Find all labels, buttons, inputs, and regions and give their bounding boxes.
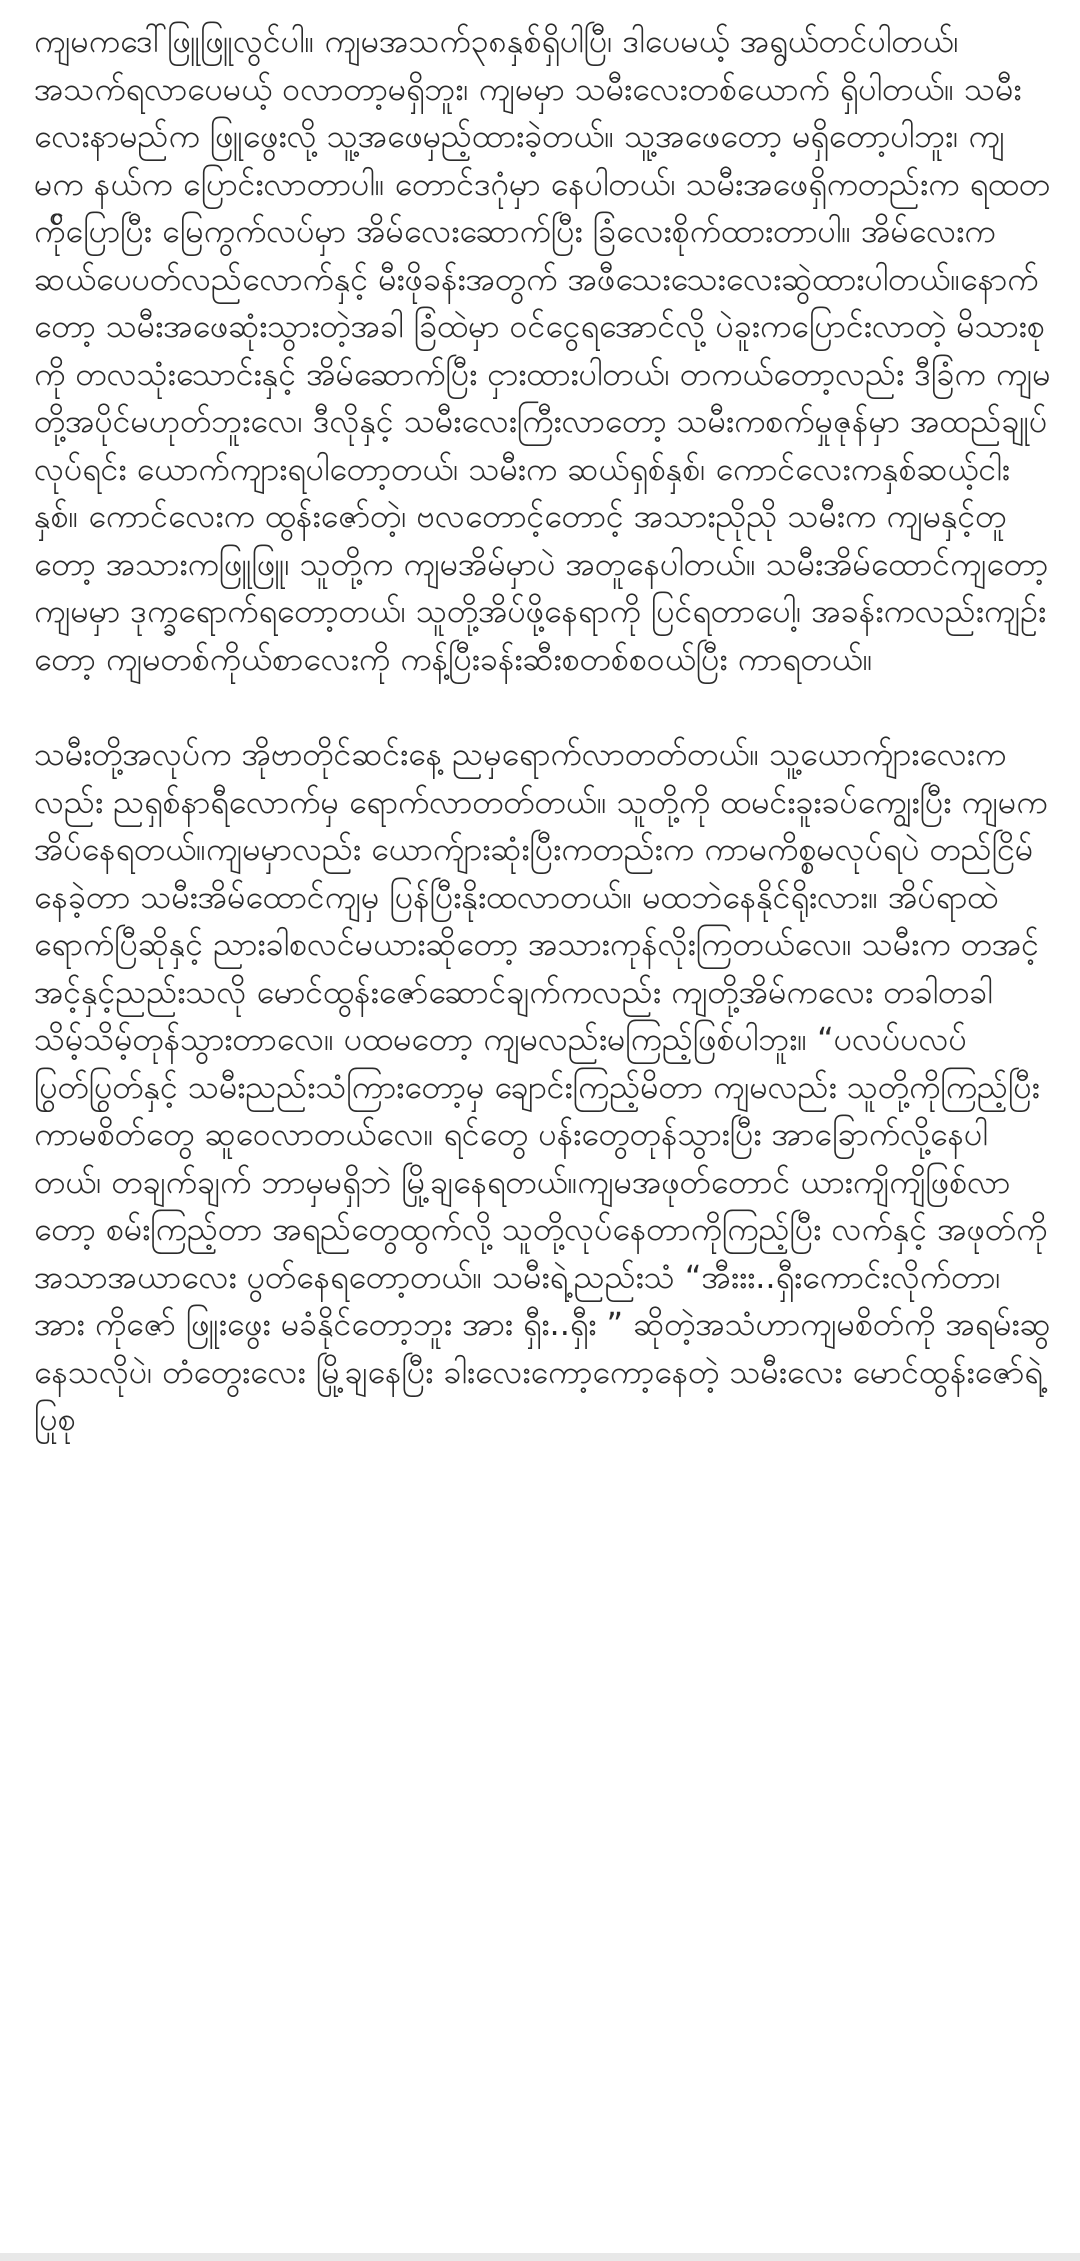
bottom-edge-divider (0, 2253, 1080, 2261)
article-paragraph-2: သမီးတို့အလုပ်က အိုဗာတိုင်ဆင်းနေ့ ညမှရောက်လာတတ်တယ်။ သူ့ယောက်ျားလေးကလည်း ညရှစ်နာရီလောက်မှ ရောက်လာတတ်တယ်။ သူတို့ကို ထမင်းခူးခပ်ကျွေးပြီး ကျမကအိပ်နေရတယ်။ကျမမှာလည်း ယောက်ျားဆုံးပြီးကတည်းက ကာမကိစ္စမလုပ်ရပဲ တည်ငြိမ်နေခဲ့တာ သမီးအိမ်ထောင်ကျမှ ပြန်ပြီးနိုးထလာတယ်။ မထဘဲနေနိုင်ရိုးလား။ အိပ်ရာထဲရောက်ပြီဆိုနှင့် ညားခါစလင်မယားဆိုတော့ အသားကုန်လိုးကြတယ်လေ။ သမီးက တအင့်အင့်နှင့်ညည်းသလို မောင်ထွန်းဇော်ဆောင်ချက်ကလည်း ကျတို့အိမ်ကလေး တခါတခါသိမ့်သိမ့်တုန်သွားတာလေ။ ပထမတော့ ကျမလည်းမကြည့်ဖြစ်ပါဘူး။ “ပလပ်ပလပ် ပြွတ်ပြွတ်နှင့် သမီးညည်းသံကြားတော့မှ ချောင်းကြည့်မိတာ ကျမလည်း သူတို့ကိုကြည့်ပြီး ကာမစိတ်တွေ ဆူဝေလာတယ်လေ။ ရင်တွေ ပန်းတွေတုန်သွားပြီး အာခြောက်လို့နေပါတယ်၊ တချက်ချက် ဘာမှမရှိဘဲ မြို့ချနေရတယ်။ကျမအဖုတ်တောင် ယားကျိကျိဖြစ်လာတော့ စမ်းကြည့်တာ အရည်တွေထွက်လို့ သူတို့လုပ်နေတာကိုကြည့်ပြီး လက်နှင့် အဖုတ်ကို အသာအယာလေး ပွတ်နေရတော့တယ်။ သမီးရဲ့ညည်းသံ “အီးးး..ရှီးကောင်းလိုက်တာ၊ အား ကိုဇော် ဖြူးဖွေး မခံနိုင်တော့ဘူး အား ရှီး..ရှီး ” ဆိုတဲ့အသံဟာကျမစိတ်ကို အရမ်းဆွနေသလိုပဲ၊ တံတွေးလေး မြို့ချနေပြီး ခါးလေးကော့ကော့နေတဲ့ သမီးလေး မောင်ထွန်းဇော်ရဲ့ပြုစု (34, 735, 1051, 1438)
article-body (34, 18, 1054, 1492)
article-paragraph-1: ကျမကဒေါ်ဖြူဖြူလွင်ပါ။ ကျမအသက်၃၈နှစ်ရှိပါပြီ၊ ဒါပေမယ့် အရွယ်တင်ပါတယ်၊ အသက်ရလာပေမယ့် ဝလာတာ့မရှိဘူး၊ ကျမမှာ သမီးလေးတစ်ယောက် ရှိပါတယ်။ သမီးလေးနာမည်က ဖြူဖွေးလို့ သူ့အဖေမှည့်ထားခဲ့တယ်။ သူ့အဖေတော့ မရှိတော့ပါဘူး၊ ကျမက နယ်က ပြောင်းလာတာပါ။ တောင်ဒဂုံမှာ နေပါတယ်၊ သမီးအဖေရှိကတည်းက ရထတက်ိုပြောပြီး မြေကွက်လပ်မှာ အိမ်လေးဆောက်ပြီး ခြံလေးစိုက်ထားတာပါ။ အိမ်လေးက ဆယ်ပေပတ်လည်လောက်နှင့် မီးဖိုခန်းအတွက် အဖီသေးသေးလေးဆွဲထားပါတယ်။နောက်တော့ သမီးအဖေဆုံးသွားတဲ့အခါ ခြံထဲမှာ ဝင်ငွေရအောင်လို့ ပဲခူးကပြောင်းလာတဲ့ မိသားစုကို တလသုံးသောင်းနှင့် အိမ်ဆောက်ပြီး ငှားထားပါတယ်၊ တကယ်တော့လည်း ဒီခြံက ကျမတို့အပိုင်မဟုတ်ဘူးလေ၊ ဒီလိုနှင့် သမီးလေးကြီးလာတော့ သမီးကစက်မှုဇုန်မှာ အထည်ချုပ်လုပ်ရင်း ယောက်ကျားရပါတော့တယ်၊ သမီးက ဆယ်ရှစ်နှစ်၊ ကောင်လေးကနှစ်ဆယ့်ငါးနှစ်။ ကောင်လေးက ထွန်းဇော်တဲ့၊ ဗလတောင့်တောင့် အသားညိုညို သမီးက ကျမနှင့်တူတော့ အသားကဖြူဖြူ၊ သူတို့က ကျမအိမ်မှာပဲ အတူနေပါတယ်။ သမီးအိမ်ထောင်ကျတော့ ကျမမှာ ဒုက္ခရောက်ရတော့တယ်၊ သူတို့အိပ်ဖို့နေရာကို ပြင်ရတာပေါ့၊ အခန်းကလည်းကျဉ်းတော့ ကျမတစ်ကိုယ်စာလေးကို ကန့်ပြီးခန်းဆီးစတစ်စဝယ်ပြီး ကာရတယ်။ (34, 22, 1051, 678)
